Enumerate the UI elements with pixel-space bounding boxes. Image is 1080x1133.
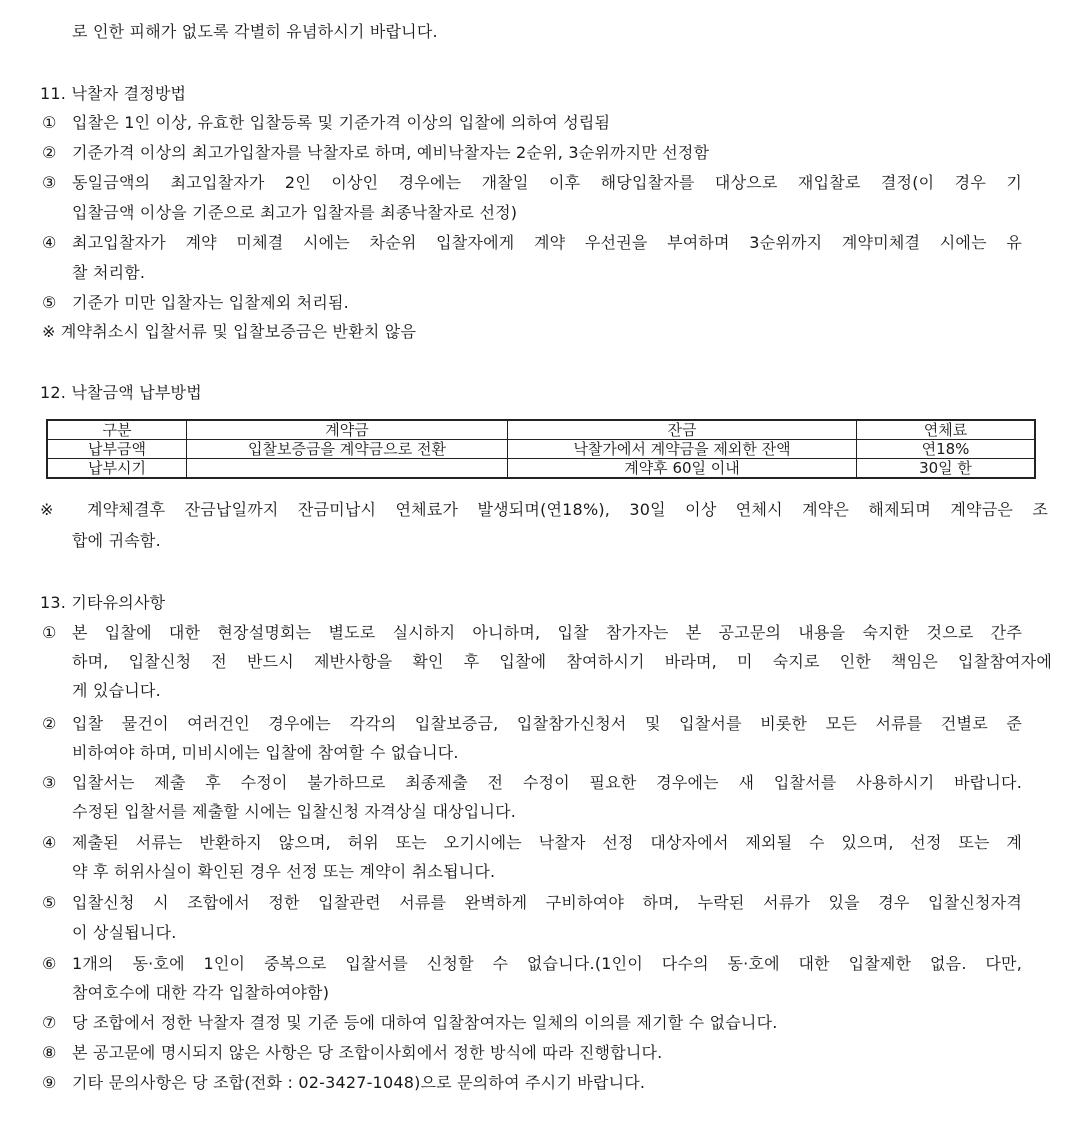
s13-item-5-cont: 이 상실됩니다. (72, 923, 177, 942)
item-text: 최고입찰자가 계약 미체결 시에는 차순위 입찰자에게 계약 우선권을 부여하며 3순위까지 계약미체결 시에는 유 (72, 233, 1022, 252)
table-cell: 입찰보증금을 계약금으로 전환 (187, 440, 508, 459)
s11-item-4-cont: 찰 처리함. (72, 263, 146, 282)
table-header-cell: 계약금 (187, 420, 508, 440)
item-number: ③ (42, 173, 57, 192)
table-cell: 연18% (857, 440, 1036, 459)
s13-item-5 (42, 893, 1022, 913)
item-number: ① (42, 113, 57, 132)
intro-continuation: 로 인한 피해가 없도록 각별히 유념하시기 바랍니다. (72, 22, 438, 41)
s13-item-1-cont: 하며, 입찰신청 전 반드시 제반사항을 확인 후 입찰에 참여하시기 바라며, 미 숙지로 인한 책임은 입찰참여자에 (72, 652, 1052, 671)
item-number: ⑨ (42, 1073, 57, 1092)
s12-note-cont: 합에 귀속함. (72, 531, 161, 550)
s13-item-7 (42, 1013, 778, 1033)
item-text: 기준가 미만 입찰자는 입찰제외 처리됨. (72, 293, 349, 312)
s13-item-6-cont: 참여호수에 대한 각각 입찰하여야함) (72, 983, 330, 1002)
table-header-cell: 구분 (47, 420, 187, 440)
item-number: ② (42, 714, 57, 733)
item-text: 입찰서는 제출 후 수정이 불가하므로 최종제출 전 수정이 필요한 경우에는 새 입찰서를 사용하시기 바랍니다. (72, 773, 1022, 792)
s11-note: ※ 계약취소시 입찰서류 및 입찰보증금은 반환치 않음 (42, 322, 417, 341)
s13-item-4 (42, 833, 1022, 853)
item-text: 당 조합에서 정한 낙찰자 결정 및 기준 등에 대하여 입찰참여자는 일체의 이의를 제기할 수 없습니다. (72, 1013, 778, 1032)
s13-item-4-cont: 약 후 허위사실이 확인된 경우 선정 또는 계약이 취소됩니다. (72, 862, 496, 881)
s13-item-6 (42, 954, 1022, 974)
item-text: 동일금액의 최고입찰자가 2인 이상인 경우에는 개찰일 이후 해당입찰자를 대상으로 재입찰로 결정(이 경우 기 (72, 173, 1022, 192)
item-number: ⑦ (42, 1013, 57, 1032)
s11-item-5 (42, 293, 349, 313)
s13-item-3-cont: 수정된 입찰서를 제출할 시에는 입찰신청 자격상실 대상입니다. (72, 802, 517, 821)
s11-item-3-cont: 입찰금액 이상을 기준으로 최고가 입찰자를 최종낙찰자로 선정) (72, 203, 518, 222)
s13-item-8 (42, 1043, 662, 1063)
item-number: ⑤ (42, 293, 57, 312)
table-header-row (47, 420, 1035, 440)
table-header-cell: 연체료 (857, 420, 1036, 440)
table-cell (187, 459, 508, 479)
item-number: ⑧ (42, 1043, 57, 1062)
s11-item-3 (42, 173, 1022, 193)
table-cell: 계약후 60일 이내 (508, 459, 857, 479)
s13-item-1-cont2: 게 있습니다. (72, 681, 161, 700)
table-cell: 30일 한 (857, 459, 1036, 479)
table-cell: 납부금액 (47, 440, 187, 459)
s12-note: ※ 계약체결후 잔금납일까지 잔금미납시 연체료가 발생되며(연18%), 30일 이상 연체시 계약은 해제되며 계약금은 조 (40, 500, 1048, 519)
table-header-cell: 잔금 (508, 420, 857, 440)
item-number: ① (42, 623, 57, 642)
item-text: 입찰은 1인 이상, 유효한 입찰등록 및 기준가격 이상의 입찰에 의하여 성립됨 (72, 113, 611, 132)
s11-item-1 (42, 113, 610, 133)
item-number: ⑤ (42, 893, 57, 912)
item-text: 입찰 물건이 여러건인 경우에는 각각의 입찰보증금, 입찰참가신청서 및 입찰서를 비롯한 모든 서류를 건별로 준 (72, 714, 1022, 733)
item-number: ④ (42, 233, 57, 252)
section-11-title: 11. 낙찰자 결정방법 (40, 84, 187, 103)
section-13-title: 13. 기타유의사항 (40, 593, 166, 612)
item-text: 기준가격 이상의 최고가입찰자를 낙찰자로 하며, 예비낙찰자는 2순위, 3순위까지만 선정함 (72, 143, 710, 162)
s13-item-1 (42, 623, 1022, 643)
item-text: 기타 문의사항은 당 조합(전화 : 02-3427-1048)으로 문의하여 주시기 바랍니다. (72, 1073, 646, 1092)
table-row (47, 459, 1035, 479)
s11-item-2 (42, 143, 709, 163)
item-text: 본 공고문에 명시되지 않은 사항은 당 조합이사회에서 정한 방식에 따라 진행합니다. (72, 1043, 663, 1062)
table-cell: 낙찰가에서 계약금을 제외한 잔액 (508, 440, 857, 459)
item-text: 1개의 동·호에 1인이 중복으로 입찰서를 신청할 수 없습니다.(1인이 다수의 동·호에 대한 입찰제한 없음. 다만, (72, 954, 1022, 973)
s13-item-2-cont: 비하여야 하며, 미비시에는 입찰에 참여할 수 없습니다. (72, 743, 459, 762)
item-number: ② (42, 143, 57, 162)
payment-table (46, 419, 1036, 479)
item-text: 본 입찰에 대한 현장설명회는 별도로 실시하지 아니하며, 입찰 참가자는 본 공고문의 내용을 숙지한 것으로 간주 (72, 623, 1022, 642)
s13-item-9 (42, 1073, 645, 1093)
table-row (47, 440, 1035, 459)
item-number: ④ (42, 833, 57, 852)
table-cell: 납부시기 (47, 459, 187, 479)
s13-item-3 (42, 773, 1022, 793)
section-12-title: 12. 낙찰금액 납부방법 (40, 383, 202, 402)
item-text: 제출된 서류는 반환하지 않으며, 허위 또는 오기시에는 낙찰자 선정 대상자에서 제외될 수 있으며, 선정 또는 계 (72, 833, 1022, 852)
item-text: 입찰신청 시 조합에서 정한 입찰관련 서류를 완벽하게 구비하여야 하며, 누락된 서류가 있을 경우 입찰신청자격 (72, 893, 1022, 912)
item-number: ⑥ (42, 954, 57, 973)
s13-item-2 (42, 714, 1022, 734)
s11-item-4 (42, 233, 1022, 253)
item-number: ③ (42, 773, 57, 792)
